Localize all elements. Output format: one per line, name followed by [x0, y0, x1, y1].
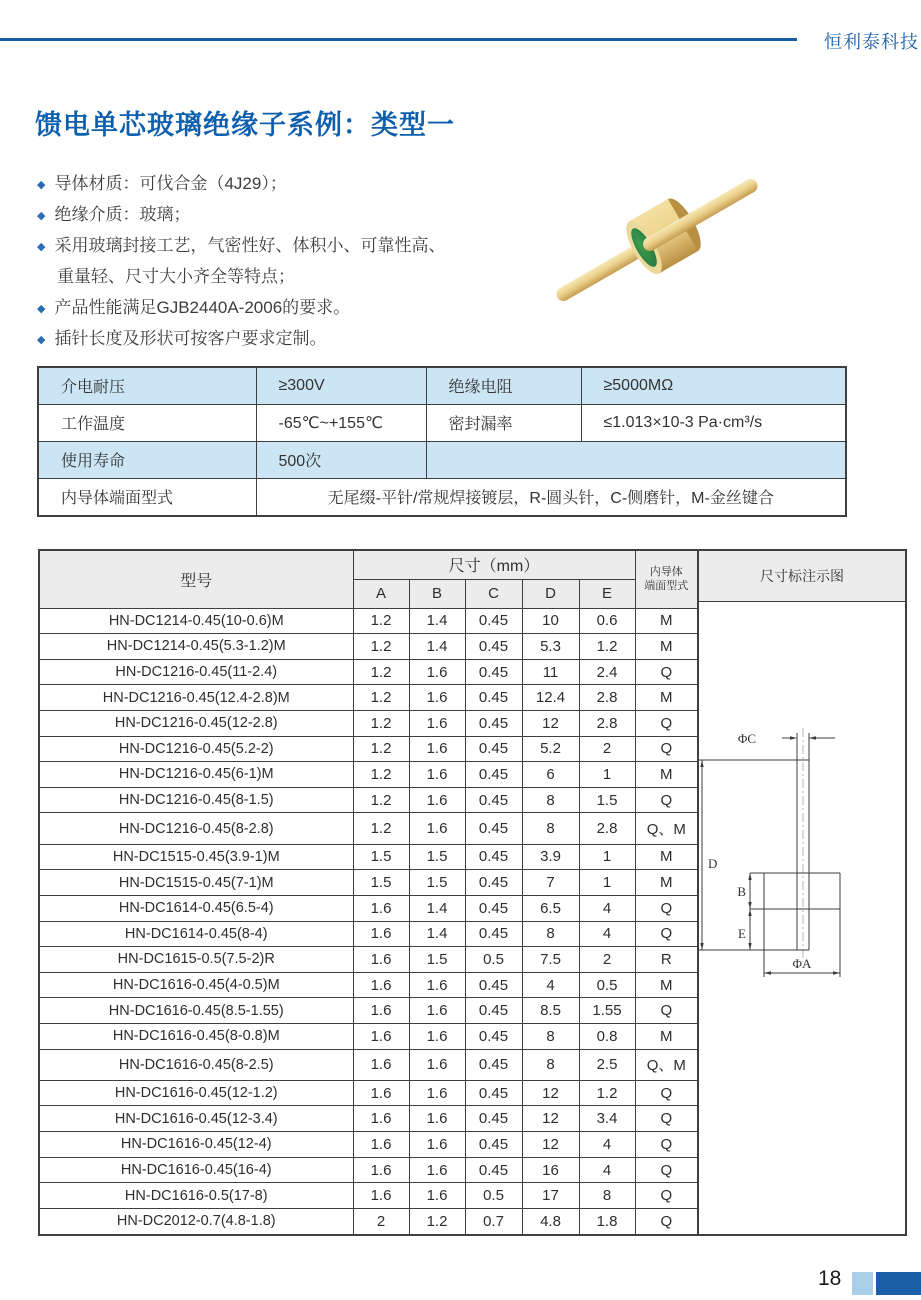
- endface-header-line1: 内导体: [649, 565, 683, 578]
- dim-c-cell: 0.45: [465, 813, 522, 844]
- model-cell: HN-DC1614-0.45(6.5-4): [39, 895, 353, 921]
- model-cell: HN-DC1216-0.45(8-1.5): [39, 787, 353, 813]
- diamond-bullet-icon: ◆: [37, 210, 46, 222]
- diagram-column-header: 尺寸标注示图: [699, 551, 905, 602]
- endface-cell: M: [635, 634, 698, 660]
- feature-text: 重量轻、尺寸大小齐全等特点；: [57, 267, 295, 286]
- model-cell: HN-DC1515-0.45(7-1)M: [39, 870, 353, 896]
- dimension-labels: [708, 731, 812, 971]
- dim-d-cell: 8: [522, 813, 579, 844]
- table-row: [39, 998, 698, 1024]
- dim-c-cell: 0.45: [465, 895, 522, 921]
- spec-label: 密封漏率: [426, 404, 581, 441]
- dim-a-cell: 1.6: [353, 1106, 409, 1132]
- spec-row: [38, 441, 846, 478]
- table-row: [39, 947, 698, 973]
- dim-c-cell: 0.45: [465, 1132, 522, 1158]
- spec-value: ≤1.013×10-3 Pa·cm³/s: [581, 404, 846, 441]
- dim-c-cell: 0.45: [465, 1080, 522, 1106]
- dim-e-header: E: [579, 579, 635, 608]
- model-table-area: [38, 549, 905, 1236]
- dim-b-cell: 1.6: [409, 1132, 465, 1158]
- feature-text: 插针长度及形状可按客户要求定制。: [54, 329, 327, 348]
- endface-cell: Q: [635, 1080, 698, 1106]
- dim-e-cell: 2.5: [579, 1049, 635, 1080]
- dim-e-cell: 2.8: [579, 685, 635, 711]
- models-tbody: [39, 608, 698, 1235]
- dim-d-header: D: [522, 579, 579, 608]
- table-row: [39, 1183, 698, 1209]
- dim-e-cell: 1: [579, 870, 635, 896]
- endface-header-line2: 端面型式: [644, 580, 689, 593]
- endface-cell: M: [635, 1023, 698, 1049]
- dim-c-cell: 0.45: [465, 608, 522, 634]
- diagram-column: [699, 549, 907, 1236]
- endface-cell: Q: [635, 1157, 698, 1183]
- dimension-diagram-svg: [699, 602, 905, 1229]
- dim-b-cell: 1.4: [409, 921, 465, 947]
- endface-cell: Q: [635, 1208, 698, 1235]
- dim-c-cell: 0.45: [465, 685, 522, 711]
- dim-d-cell: 3.9: [522, 844, 579, 870]
- brand-name: 恒利泰科技: [824, 32, 919, 52]
- dim-a-cell: 1.6: [353, 947, 409, 973]
- dim-e-cell: 3.4: [579, 1106, 635, 1132]
- table-row: [39, 1023, 698, 1049]
- endface-cell: Q: [635, 1106, 698, 1132]
- table-row: [39, 813, 698, 844]
- model-cell: HN-DC1216-0.45(8-2.8): [39, 813, 353, 844]
- dim-b-cell: 1.6: [409, 659, 465, 685]
- model-cell: HN-DC1216-0.45(12.4-2.8)M: [39, 685, 353, 711]
- dim-d-cell: 4.8: [522, 1208, 579, 1235]
- spec-label: 使用寿命: [38, 441, 256, 478]
- dim-c-cell: 0.45: [465, 736, 522, 762]
- table-row: [39, 608, 698, 634]
- table-row: [39, 1049, 698, 1080]
- insulator-assembly: [542, 157, 771, 324]
- dim-a-cell: 1.6: [353, 1132, 409, 1158]
- dim-label-e: E: [738, 926, 747, 941]
- table-row: [39, 762, 698, 788]
- dim-e-cell: 2.8: [579, 710, 635, 736]
- table-row: [39, 1132, 698, 1158]
- dim-a-cell: 1.2: [353, 608, 409, 634]
- dim-b-cell: 1.2: [409, 1208, 465, 1235]
- dim-b-cell: 1.4: [409, 634, 465, 660]
- page-number: 18: [818, 1267, 842, 1290]
- dim-b-cell: 1.6: [409, 762, 465, 788]
- dim-c-cell: 0.7: [465, 1208, 522, 1235]
- dim-a-cell: 2: [353, 1208, 409, 1235]
- spec-row: [38, 404, 846, 441]
- dim-label-phi-c: ΦC: [737, 731, 757, 746]
- model-cell: HN-DC1216-0.45(5.2-2): [39, 736, 353, 762]
- endface-cell: M: [635, 762, 698, 788]
- spec-empty-cell: [426, 441, 846, 478]
- spec-value: 无尾缀-平针/常规焊接镀层，R-圆头针，C-侧磨针，M-金丝键合: [256, 478, 846, 516]
- endface-cell: Q: [635, 921, 698, 947]
- model-cell: HN-DC1214-0.45(5.3-1.2)M: [39, 634, 353, 660]
- dim-d-cell: 11: [522, 659, 579, 685]
- endface-cell: Q: [635, 659, 698, 685]
- dim-e-cell: 4: [579, 1132, 635, 1158]
- dim-b-cell: 1.5: [409, 844, 465, 870]
- dim-c-cell: 0.5: [465, 947, 522, 973]
- dim-b-cell: 1.6: [409, 813, 465, 844]
- table-row: [39, 736, 698, 762]
- endface-cell: Q: [635, 710, 698, 736]
- dim-d-cell: 6.5: [522, 895, 579, 921]
- dim-d-cell: 17: [522, 1183, 579, 1209]
- dim-c-cell: 0.45: [465, 787, 522, 813]
- dim-d-cell: 4: [522, 972, 579, 998]
- dim-c-cell: 0.45: [465, 998, 522, 1024]
- dim-b-cell: 1.6: [409, 972, 465, 998]
- model-cell: HN-DC1616-0.45(4-0.5)M: [39, 972, 353, 998]
- dim-d-cell: 8: [522, 1023, 579, 1049]
- dim-a-header: A: [353, 579, 409, 608]
- endface-cell: R: [635, 947, 698, 973]
- table-row: [39, 870, 698, 896]
- dim-c-cell: 0.45: [465, 710, 522, 736]
- spec-value: 500次: [256, 441, 426, 478]
- dim-c-cell: 0.45: [465, 972, 522, 998]
- endface-cell: M: [635, 608, 698, 634]
- dim-d-cell: 8.5: [522, 998, 579, 1024]
- dim-d-cell: 8: [522, 1049, 579, 1080]
- model-cell: HN-DC1616-0.45(12-3.4): [39, 1106, 353, 1132]
- dim-a-cell: 1.2: [353, 787, 409, 813]
- dim-b-cell: 1.5: [409, 947, 465, 973]
- dim-b-cell: 1.4: [409, 608, 465, 634]
- dim-e-cell: 2: [579, 947, 635, 973]
- dim-d-cell: 5.2: [522, 736, 579, 762]
- dim-e-cell: 1: [579, 844, 635, 870]
- dim-a-cell: 1.6: [353, 972, 409, 998]
- endface-cell: Q: [635, 998, 698, 1024]
- model-cell: HN-DC1616-0.45(16-4): [39, 1157, 353, 1183]
- dim-e-cell: 2.4: [579, 659, 635, 685]
- dim-a-cell: 1.6: [353, 1157, 409, 1183]
- dim-c-cell: 0.45: [465, 921, 522, 947]
- dim-b-cell: 1.6: [409, 1183, 465, 1209]
- dim-b-cell: 1.6: [409, 1080, 465, 1106]
- dim-d-cell: 8: [522, 787, 579, 813]
- table-row: [39, 710, 698, 736]
- footer-light-blue-square: [852, 1272, 873, 1295]
- dim-d-cell: 6: [522, 762, 579, 788]
- spec-label: 内导体端面型式: [38, 478, 256, 516]
- endface-cell: Q: [635, 895, 698, 921]
- dim-c-cell: 0.45: [465, 634, 522, 660]
- endface-column-header: [635, 550, 698, 608]
- dim-d-cell: 7.5: [522, 947, 579, 973]
- model-cell: HN-DC1616-0.45(8-0.8)M: [39, 1023, 353, 1049]
- header-divider-line: [0, 38, 797, 41]
- dim-d-cell: 12: [522, 1132, 579, 1158]
- model-cell: HN-DC1214-0.45(10-0.6)M: [39, 608, 353, 634]
- dim-a-cell: 1.2: [353, 813, 409, 844]
- dim-a-cell: 1.6: [353, 895, 409, 921]
- dim-label-phi-a: ΦA: [792, 956, 812, 971]
- endface-cell: Q、M: [635, 813, 698, 844]
- dim-e-cell: 2: [579, 736, 635, 762]
- dim-e-cell: 1.5: [579, 787, 635, 813]
- endface-cell: M: [635, 844, 698, 870]
- dim-a-cell: 1.2: [353, 762, 409, 788]
- spec-value: -65℃~+155℃: [256, 404, 426, 441]
- page-title: 馈电单芯玻璃绝缘子系例：类型一: [35, 110, 455, 140]
- dimensions-group-header: 尺寸（mm）: [353, 550, 635, 579]
- product-image: [525, 140, 920, 335]
- table-row: [39, 895, 698, 921]
- dim-d-cell: 12.4: [522, 685, 579, 711]
- dim-e-cell: 8: [579, 1183, 635, 1209]
- dim-b-cell: 1.4: [409, 895, 465, 921]
- spec-row: [38, 367, 846, 404]
- dim-d-cell: 12: [522, 1080, 579, 1106]
- table-row: [39, 1208, 698, 1235]
- endface-cell: Q: [635, 736, 698, 762]
- model-cell: HN-DC1616-0.45(8.5-1.55): [39, 998, 353, 1024]
- dim-c-cell: 0.45: [465, 1106, 522, 1132]
- table-row: [39, 659, 698, 685]
- diamond-bullet-icon: ◆: [37, 241, 46, 253]
- dim-d-cell: 16: [522, 1157, 579, 1183]
- dim-b-cell: 1.6: [409, 998, 465, 1024]
- dim-c-cell: 0.45: [465, 844, 522, 870]
- feature-list: [37, 168, 537, 354]
- dim-d-cell: 12: [522, 710, 579, 736]
- dim-e-cell: 4: [579, 895, 635, 921]
- model-cell: HN-DC2012-0.7(4.8-1.8): [39, 1208, 353, 1235]
- model-cell: HN-DC1616-0.45(12-4): [39, 1132, 353, 1158]
- feature-item: [37, 230, 537, 261]
- model-cell: HN-DC1614-0.45(8-4): [39, 921, 353, 947]
- dim-a-cell: 1.6: [353, 1023, 409, 1049]
- spec-label: 工作温度: [38, 404, 256, 441]
- dim-e-cell: 1.8: [579, 1208, 635, 1235]
- dim-a-cell: 1.5: [353, 870, 409, 896]
- feature-item: [37, 261, 537, 292]
- spec-value: ≥300V: [256, 367, 426, 404]
- model-cell: HN-DC1216-0.45(12-2.8): [39, 710, 353, 736]
- dim-b-cell: 1.5: [409, 870, 465, 896]
- dim-c-cell: 0.45: [465, 870, 522, 896]
- table-row: [39, 1080, 698, 1106]
- feature-text: 产品性能满足GJB2440A-2006的要求。: [54, 298, 351, 317]
- dim-a-cell: 1.2: [353, 659, 409, 685]
- dim-a-cell: 1.2: [353, 634, 409, 660]
- diamond-bullet-icon: ◆: [37, 179, 46, 191]
- table-row: [39, 685, 698, 711]
- dim-a-cell: 1.5: [353, 844, 409, 870]
- endface-cell: Q: [635, 787, 698, 813]
- diamond-bullet-icon: ◆: [37, 303, 46, 315]
- dim-a-cell: 1.6: [353, 1049, 409, 1080]
- model-column-header: 型号: [39, 550, 353, 608]
- table-row: [39, 921, 698, 947]
- spec-label: 介电耐压: [38, 367, 256, 404]
- dim-e-cell: 1.2: [579, 634, 635, 660]
- dim-e-cell: 2.8: [579, 813, 635, 844]
- dim-a-cell: 1.6: [353, 921, 409, 947]
- feature-text: 绝缘介质：玻璃；: [54, 205, 191, 224]
- spec-label: 绝缘电阻: [426, 367, 581, 404]
- footer-dark-blue-bar: [876, 1272, 921, 1295]
- endface-cell: Q: [635, 1183, 698, 1209]
- dim-c-cell: 0.45: [465, 659, 522, 685]
- table-row: [39, 1157, 698, 1183]
- dim-e-cell: 1: [579, 762, 635, 788]
- dim-c-header: C: [465, 579, 522, 608]
- spec-row: [38, 478, 846, 516]
- table-row: [39, 972, 698, 998]
- dim-e-cell: 0.5: [579, 972, 635, 998]
- dim-e-cell: 4: [579, 1157, 635, 1183]
- dim-e-cell: 1.55: [579, 998, 635, 1024]
- endface-cell: M: [635, 870, 698, 896]
- dim-a-cell: 1.2: [353, 710, 409, 736]
- spec-table: [37, 366, 847, 517]
- endface-cell: Q: [635, 1132, 698, 1158]
- dimension-arrowheads: [700, 736, 840, 974]
- dim-b-cell: 1.6: [409, 787, 465, 813]
- dim-d-cell: 10: [522, 608, 579, 634]
- dim-c-cell: 0.45: [465, 1157, 522, 1183]
- dim-d-cell: 8: [522, 921, 579, 947]
- dim-e-cell: 0.6: [579, 608, 635, 634]
- dim-d-cell: 5.3: [522, 634, 579, 660]
- model-cell: HN-DC1216-0.45(6-1)M: [39, 762, 353, 788]
- model-cell: HN-DC1616-0.5(17-8): [39, 1183, 353, 1209]
- table-row: [39, 1106, 698, 1132]
- dim-e-cell: 0.8: [579, 1023, 635, 1049]
- dim-b-cell: 1.6: [409, 685, 465, 711]
- dim-c-cell: 0.45: [465, 1049, 522, 1080]
- model-cell: HN-DC1216-0.45(11-2.4): [39, 659, 353, 685]
- model-cell: HN-DC1515-0.45(3.9-1)M: [39, 844, 353, 870]
- dim-label-d: D: [708, 856, 718, 871]
- dim-b-cell: 1.6: [409, 1023, 465, 1049]
- feature-text: 导体材质：可伐合金（4J29）；: [54, 174, 287, 193]
- dim-e-cell: 1.2: [579, 1080, 635, 1106]
- model-cell: HN-DC1616-0.45(8-2.5): [39, 1049, 353, 1080]
- spec-value: ≥5000MΩ: [581, 367, 846, 404]
- dim-b-cell: 1.6: [409, 736, 465, 762]
- table-row: [39, 634, 698, 660]
- endface-cell: M: [635, 685, 698, 711]
- dimension-diagram: [699, 602, 905, 1234]
- dim-b-cell: 1.6: [409, 1106, 465, 1132]
- feature-item: [37, 323, 537, 354]
- table-row: [39, 844, 698, 870]
- diamond-bullet-icon: ◆: [37, 334, 46, 346]
- dim-a-cell: 1.2: [353, 736, 409, 762]
- feature-item: [37, 199, 537, 230]
- model-cell: HN-DC1616-0.45(12-1.2): [39, 1080, 353, 1106]
- dim-label-b: B: [737, 884, 747, 899]
- dim-a-cell: 1.2: [353, 685, 409, 711]
- endface-cell: Q、M: [635, 1049, 698, 1080]
- endface-cell: M: [635, 972, 698, 998]
- dim-a-cell: 1.6: [353, 1080, 409, 1106]
- dim-b-cell: 1.6: [409, 1049, 465, 1080]
- feature-item: [37, 168, 537, 199]
- header-row-top: [39, 550, 698, 579]
- dim-a-cell: 1.6: [353, 1183, 409, 1209]
- dim-a-cell: 1.6: [353, 998, 409, 1024]
- dim-d-cell: 7: [522, 870, 579, 896]
- dim-b-cell: 1.6: [409, 1157, 465, 1183]
- model-cell: HN-DC1615-0.5(7.5-2)R: [39, 947, 353, 973]
- dim-c-cell: 0.5: [465, 1183, 522, 1209]
- dim-b-header: B: [409, 579, 465, 608]
- dim-e-cell: 4: [579, 921, 635, 947]
- dim-b-cell: 1.6: [409, 710, 465, 736]
- feature-item: [37, 292, 537, 323]
- table-row: [39, 787, 698, 813]
- model-table: [38, 549, 699, 1236]
- dim-d-cell: 12: [522, 1106, 579, 1132]
- dim-c-cell: 0.45: [465, 762, 522, 788]
- feature-text: 采用玻璃封接工艺，气密性好、体积小、可靠性高、: [54, 236, 446, 255]
- dim-c-cell: 0.45: [465, 1023, 522, 1049]
